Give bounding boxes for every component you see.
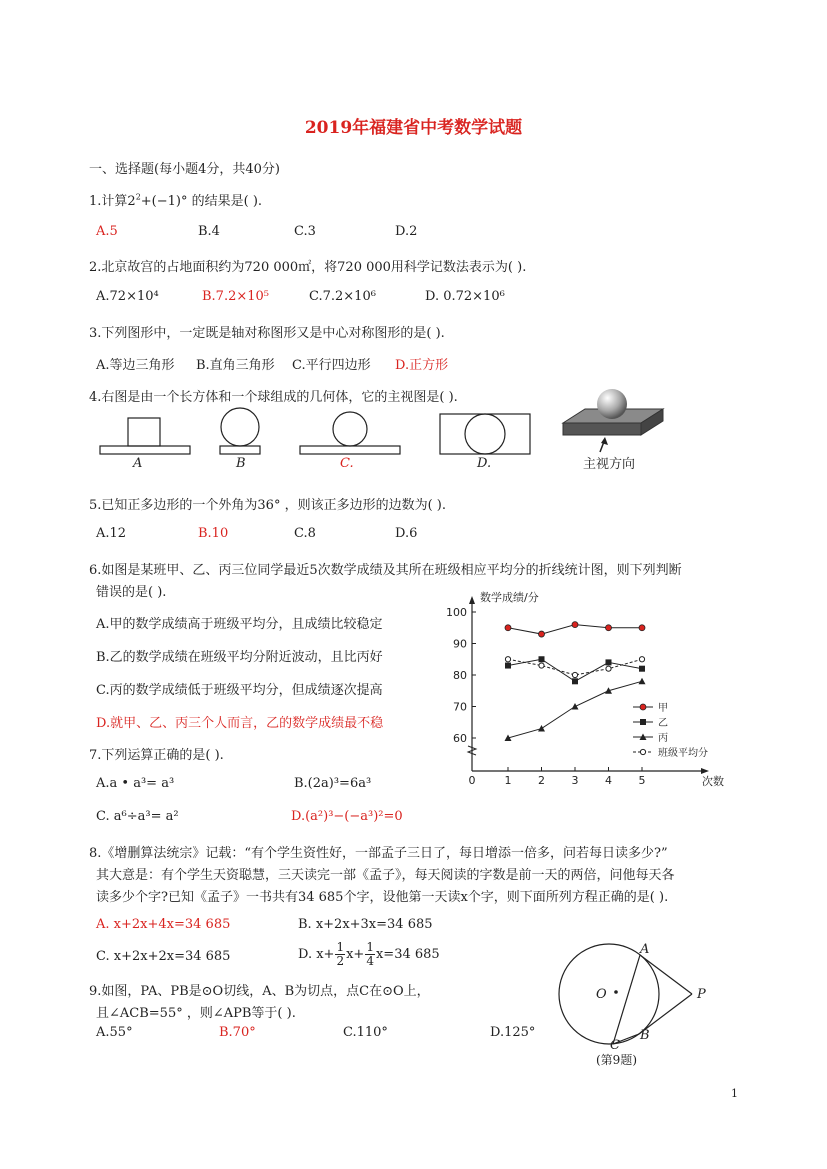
q5-option-b: B.10 [198,526,229,541]
q2-stem: 2.北京故宫的占地面积约为720 000㎡，将720 000用科学记数法表示为( ). [89,260,527,275]
page-number: 1 [731,1087,738,1100]
q9-stem-line1: 9.如图，PA、PB是⊙O切线，A、B为切点，点C在⊙O上， [89,984,430,999]
origin-label: 0 [468,774,476,787]
q7-option-c: C. a⁶÷a³= a² [96,809,179,824]
series-3-point [505,657,510,662]
q4-d-ball [465,414,505,454]
series-1-point [639,666,645,672]
q9-chord-ca [613,955,640,1044]
q4-a-cube [128,418,160,446]
q4-c-ball [333,412,367,446]
y-tick-label: 90 [453,637,467,651]
q7-option-d: D.(a²)³−(−a³)²=0 [291,809,403,824]
q8-option-a: A. x+2x+4x=34 685 [96,917,231,932]
legend-marker-3 [640,749,645,754]
x-tick-label: 3 [571,774,579,787]
q9-label-a: A [640,942,650,957]
q8-frac1-num: 1 [336,940,345,954]
q1-option-c: C.3 [294,224,316,239]
q6-stem-line2: 错误的是( ). [96,585,167,600]
q4-b-base [220,446,260,454]
series-3-point [606,666,611,671]
series-3-point [572,672,577,677]
legend-label-1: 乙 [658,718,668,729]
q1-option-b: B.4 [198,224,220,239]
q4-b-ball [221,408,259,446]
q2-option-c: C.7.2×10⁶ [309,289,376,304]
q2-option-b: B.7.2×10⁵ [202,289,270,304]
legend-label-0: 甲 [658,703,668,714]
q4-d-rect [440,414,530,454]
q3-option-d: D.正方形 [395,358,449,373]
q2-option-d: D. 0.72×10⁶ [425,289,505,304]
q9-option-a: A.55° [96,1025,133,1040]
y-axis-break [468,746,476,755]
q7-option-a: A.a • a³= a³ [96,776,175,791]
q8-option-b: B. x+2x+3x=34 685 [298,917,433,932]
q8-frac2-num: 1 [366,940,374,954]
q9-label-p: P [697,987,706,1002]
legend-label-3: 班级平均分 [658,748,708,759]
q3-stem: 3.下列图形中，一定既是轴对称图形又是中心对称图形的是( ). [89,326,445,341]
q7-stem: 7.下列运算正确的是( ). [89,748,224,763]
q4-option-d: D. [477,456,492,471]
q6-option-a: A.甲的数学成绩高于班级平均分，且成绩比较稳定 [96,617,383,632]
q4-stem: 4.右图是由一个长方体和一个球组成的几何体，它的主视图是( ). [89,390,458,405]
q8-d-prefix: D. x+ [298,947,335,962]
q4-c-base [300,446,400,454]
q1-stem: 1.计算$2^2+(-1)^\circ$ 的结果是( ). [89,192,263,209]
q6-option-c: C.丙的数学成绩低于班级平均分，但成绩逐次提高 [96,683,383,698]
series-0-point [539,631,545,637]
y-tick-label: 60 [453,732,467,745]
q9-label-o: O [596,987,607,1002]
x-tick-label: 2 [538,774,545,787]
q3-option-c: C.平行四边形 [292,358,371,373]
legend-marker-0 [640,704,646,710]
q5-option-d: D.6 [395,526,418,541]
legend-marker-1 [640,719,646,725]
q8-d-fraction-quarter [365,941,375,968]
q5-stem: 5.已知正多边形的一个外角为36° ，则该正多边形的边数为( ). [89,498,446,513]
chart-legend [633,702,708,759]
y-axis-arrow [469,596,475,604]
q8-option-c: C. x+2x+2x=34 685 [96,949,231,964]
q8-stem-line1: 8.《增删算法统宗》记载：“有个学生资性好，一部孟子三日了，每日增添一倍多，问若每日读多少?” [89,846,668,861]
q9-label-b: B [640,1028,650,1043]
q7-option-b: B.(2a)³=6a³ [294,776,372,791]
y-axis-label: 数学成绩/分 [480,591,539,604]
q8-frac1-den: 2 [336,954,345,968]
series-0-point [572,622,578,628]
y-tick-label: 100 [446,606,467,619]
series-2-point [572,703,579,710]
series-3-point [539,663,544,668]
q8-stem-line2: 其大意是：有个学生天资聪慧，三天读完一部《孟子》，每天阅读的字数是前一天的两倍，问他每天各 [96,868,675,883]
q9-label-c: C [610,1038,620,1053]
q8-option-d [298,941,440,968]
q8-frac2-den: 4 [366,954,374,968]
q2-option-a: A.72×10⁴ [96,289,159,304]
series-line-2 [508,681,642,738]
q4-option-a: A [133,456,143,471]
q1-option-a: A.5 [96,224,118,239]
q6-stem-line1: 6.如图是某班甲、乙、丙三位同学最近5次数学成绩及其所在班级相应平均分的折线统计图，则下列判断 [89,563,682,578]
series-2-point [538,725,545,732]
q5-option-a: A.12 [96,526,127,541]
q9-option-d: D.125° [490,1025,536,1040]
q4-option-c: C. [340,456,354,471]
q4-option-b: B [236,456,246,471]
chart-series [505,622,646,741]
y-tick-label: 80 [453,669,467,682]
q3-option-a: A.等边三角形 [96,358,175,373]
section-heading: 一、选择题(每小题4分，共40分) [89,162,280,177]
series-1-point [539,656,545,662]
series-1-point [572,678,578,684]
y-tick-label: 70 [453,700,467,714]
q5-option-c: C.8 [294,526,316,541]
q1-option-d: D.2 [395,224,418,239]
q9-caption: (第9题) [596,1053,637,1067]
x-tick-label: 1 [504,774,512,787]
q8-stem-line3: 读多少个字?已知《孟子》一书共有34 685个字，设他第一天读x个字，则下面所列方程正确的是( ). [96,890,669,905]
q9-option-c: C.110° [343,1025,388,1040]
q4-board-front [563,423,641,435]
q4-ball [597,389,627,419]
q3-option-b: B.直角三角形 [196,358,275,373]
x-axis-label: 次数 [702,775,724,788]
legend-label-2: 丙 [658,733,668,744]
series-3-point [639,657,644,662]
q8-d-middle: x+ [346,947,365,962]
series-0-point [606,625,612,631]
q4-a-base [100,446,190,454]
q9-option-b: B.70° [219,1025,256,1040]
series-0-point [505,625,511,631]
series-1-point [505,663,511,669]
series-1-point [606,659,612,665]
q9-center-dot [614,990,618,994]
series-0-point [639,625,645,631]
q4-view-options [90,398,540,478]
q9-tangent-pa [640,955,692,994]
x-axis-arrow [701,768,709,774]
series-2-point [639,678,646,685]
q6-option-d: D.就甲、乙、丙三个人而言，乙的数学成绩最不稳 [96,716,384,731]
q6-option-b: B.乙的数学成绩在班级平均分附近波动，且比丙好 [96,650,383,665]
x-tick-label: 4 [605,774,612,787]
q4-view-label: 主视方向 [583,457,636,472]
page-title: 2019年福建省中考数学试题 [304,118,523,138]
q4-solid-figure [555,383,675,453]
x-tick-label: 5 [638,774,646,787]
q6-line-chart [430,586,730,794]
q9-stem-line2: 且∠ACB=55° ，则∠APB等于( ). [96,1006,296,1021]
q8-d-fraction-half [335,941,345,968]
q8-d-suffix: x=34 685 [375,947,440,962]
